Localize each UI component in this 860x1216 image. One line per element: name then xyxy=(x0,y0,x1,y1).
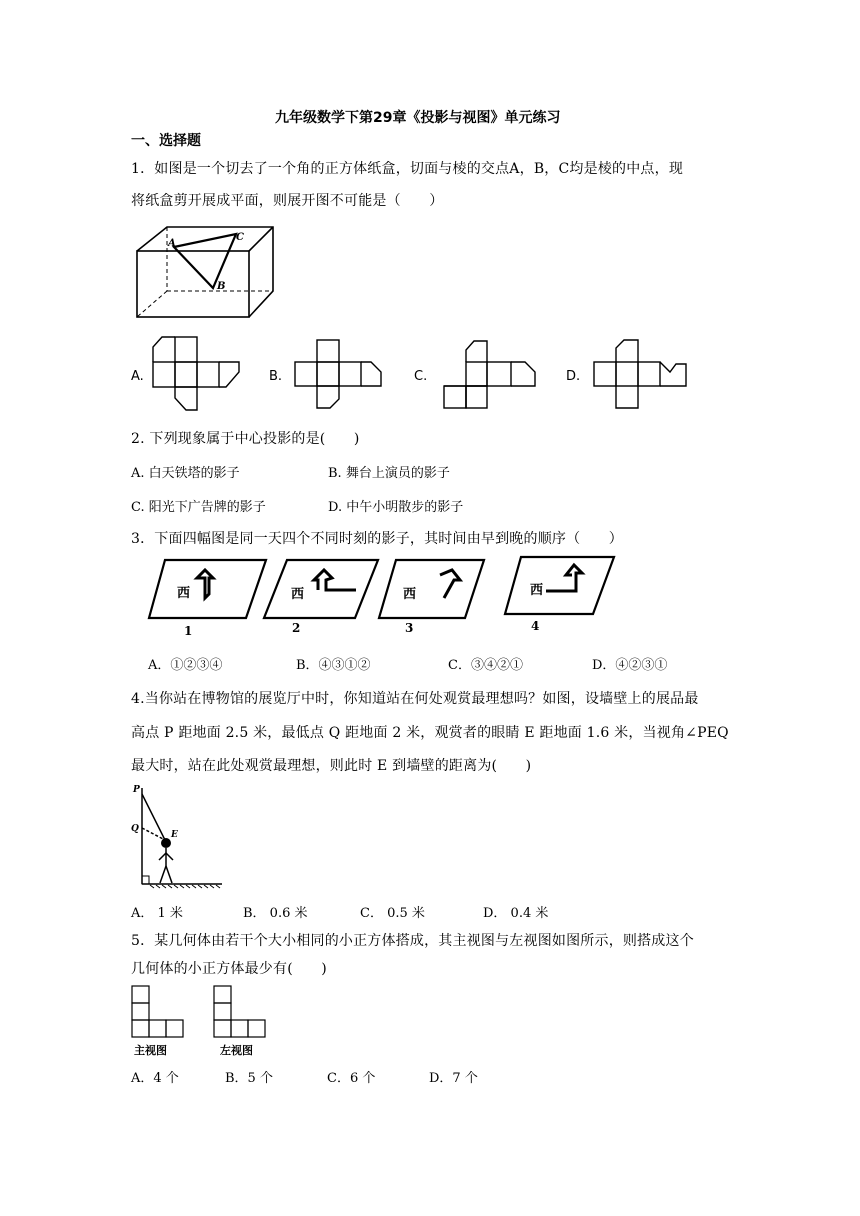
panel-4-west: 西 xyxy=(530,583,544,598)
shadow-arrow-3 xyxy=(440,570,460,598)
q2-stem: 2. 下列现象属于中心投影的是( ) xyxy=(131,431,360,447)
label-b: B xyxy=(217,281,226,292)
label-c: C xyxy=(236,232,244,243)
cut-triangle xyxy=(174,234,236,288)
q4-option-b[interactable]: B． 0.6 米 xyxy=(243,906,308,921)
left-view-label: 左视图 xyxy=(220,1044,253,1057)
q4-option-d[interactable]: D． 0.4 米 xyxy=(483,906,549,921)
panel-number-2: 2 xyxy=(292,621,301,635)
shadow-arrow-4 xyxy=(546,565,582,591)
section-heading: 一、选择题 xyxy=(131,133,201,149)
q4-stem-line1: 4.当你站在博物馆的展览厅中时，你知道站在何处观赏最理想吗？如图，设墙壁上的展品最 xyxy=(131,691,699,707)
main-view-label: 主视图 xyxy=(134,1044,167,1057)
label-e: E xyxy=(171,830,178,840)
panel-number-1: 1 xyxy=(184,624,193,638)
left-view-square xyxy=(214,986,231,1003)
q2-option-b[interactable]: B. 舞台上演员的影子 xyxy=(328,466,450,481)
cube-front-face xyxy=(137,251,249,317)
q3-option-d[interactable]: D．④②③① xyxy=(592,658,668,673)
q2-option-d[interactable]: D. 中午小明散步的影子 xyxy=(328,500,464,515)
q5-option-c[interactable]: C．6 个 xyxy=(327,1071,376,1086)
shadow-panel-1 xyxy=(149,560,266,618)
label-p: P xyxy=(133,785,140,795)
q1-stem-line2: 将纸盒剪开展成平面，则展开图不可能是（ ） xyxy=(131,193,444,209)
q5-option-b[interactable]: B．5 个 xyxy=(225,1071,273,1086)
cube-back-edges xyxy=(137,227,273,317)
q4-option-c[interactable]: C． 0.5 米 xyxy=(360,906,425,921)
q4-stem-line2: 高点 P 距地面 2.5 米，最低点 Q 距地面 2 米，观赏者的眼睛 E 距地面 1.6 米，当视角∠PEQ xyxy=(131,725,729,741)
q1-option-b[interactable]: B. xyxy=(269,369,283,384)
shadow-panel-4 xyxy=(505,557,614,614)
q2-option-c[interactable]: C. 阳光下广告牌的影子 xyxy=(131,500,266,515)
q1-option-c[interactable]: C. xyxy=(414,369,428,384)
page-title: 九年级数学下第29章《投影与视图》单元练习 xyxy=(275,110,561,126)
q4-option-a[interactable]: A． 1 米 xyxy=(131,906,183,921)
panel-3-west: 西 xyxy=(403,587,417,602)
q3-stem: 3．下面四幅图是同一天四个不同时刻的影子，其时间由早到晚的顺序（ ） xyxy=(131,531,623,547)
panel-number-3: 3 xyxy=(405,621,414,635)
q5-stem-line2: 几何体的小正方体最少有( ) xyxy=(131,961,327,977)
main-view-square xyxy=(132,986,149,1003)
shadow-arrow-2 xyxy=(314,570,356,590)
label-q: Q xyxy=(131,824,139,834)
q1-stem-line1: 1．如图是一个切去了一个角的正方体纸盒，切面与棱的交点A，B，C均是棱的中点，现 xyxy=(131,161,684,177)
q5-option-d[interactable]: D．7 个 xyxy=(429,1071,478,1086)
label-a: A xyxy=(168,238,176,249)
q3-option-a[interactable]: A．①②③④ xyxy=(148,658,223,673)
q3-option-c[interactable]: C．③④②① xyxy=(448,658,523,673)
panel-2-west: 西 xyxy=(291,587,305,602)
shadow-panel-3 xyxy=(379,560,484,618)
panel-1-west: 西 xyxy=(177,586,191,601)
sight-line-q xyxy=(142,828,165,840)
q2-option-a[interactable]: A. 白天铁塔的影子 xyxy=(131,466,240,481)
panel-number-4: 4 xyxy=(531,619,540,633)
shadow-panel-2 xyxy=(264,560,378,618)
sight-line-p xyxy=(142,794,165,840)
q3-option-b[interactable]: B．④③①② xyxy=(296,658,371,673)
q4-stem-line3: 最大时，站在此处观赏最理想，则此时 E 到墙壁的距离为( ) xyxy=(131,758,532,774)
q1-option-a[interactable]: A. xyxy=(131,369,144,384)
q5-stem-line1: 5．某几何体由若干个大小相同的小正方体搭成，其主视图与左视图如图所示，则搭成这个 xyxy=(131,933,694,949)
q1-option-d[interactable]: D. xyxy=(566,369,581,384)
viewer-head xyxy=(161,838,171,848)
shadow-arrow-1 xyxy=(197,570,213,598)
q5-option-a[interactable]: A．4 个 xyxy=(131,1071,179,1086)
